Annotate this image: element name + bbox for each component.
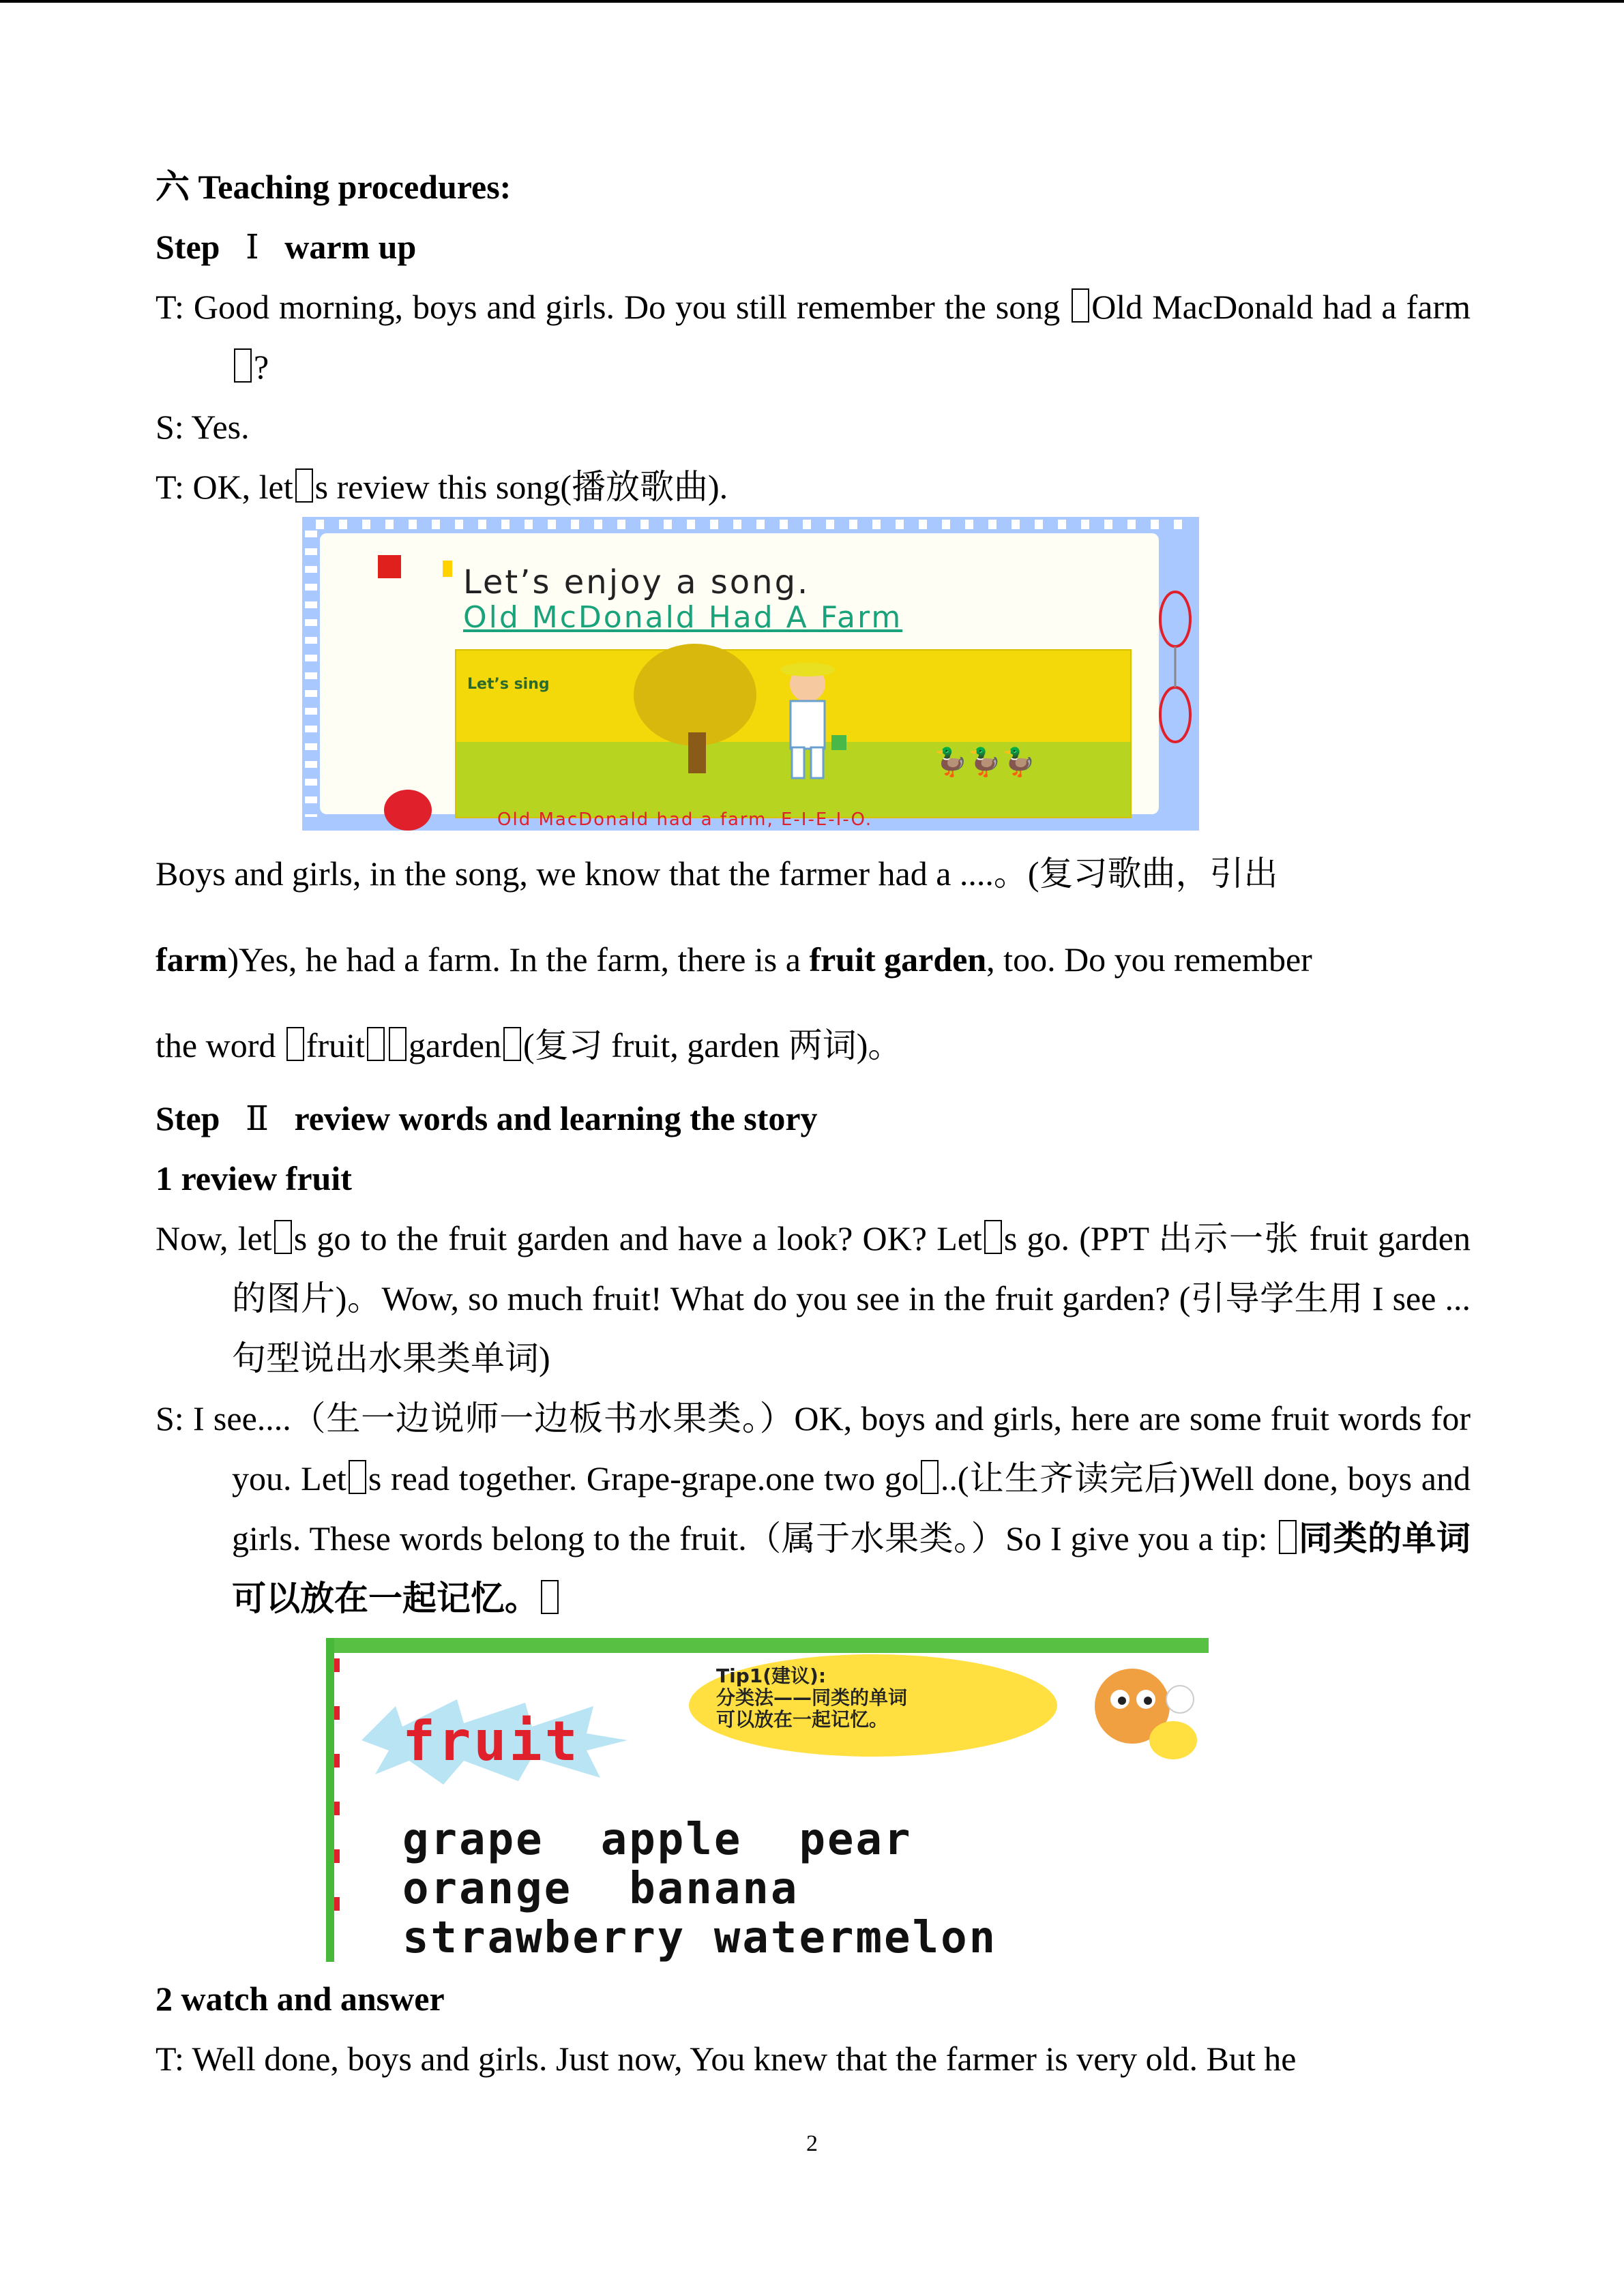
missing-glyph <box>274 1220 292 1254</box>
red-square-decoration <box>378 555 401 578</box>
tip-title: Tip1(建议): <box>716 1665 827 1687</box>
cartoon-bee-icon <box>1078 1658 1200 1774</box>
tip-line: 可以放在一起记忆。 <box>716 1708 889 1731</box>
paragraph-text: (复习 fruit, garden 两词)。 <box>522 1026 902 1064</box>
word-garden: garden <box>408 1026 501 1064</box>
dialog-text: T: Good morning, boys and girls. Do you still remember the song <box>156 288 1070 326</box>
lets-sing-badge: Let’s sing <box>467 676 550 693</box>
dialog-teacher-1 <box>156 277 1471 397</box>
paragraph-text: s go to the fruit garden and have a look? OK? Let <box>293 1219 982 1257</box>
step2-heading <box>156 1088 1471 1148</box>
category-fruit-label: fruit <box>402 1710 580 1773</box>
tip-text-block <box>716 1665 907 1731</box>
step1-numeral: Ⅰ <box>245 228 259 266</box>
farmer-icon <box>756 660 859 783</box>
step1-heading <box>156 217 1471 277</box>
missing-glyph <box>541 1580 559 1614</box>
paragraph-fruit-garden <box>156 1208 1471 1388</box>
fruit-words-slide-image <box>326 1638 1209 1962</box>
subheading-watch-answer: 2 watch and answer <box>156 1980 445 2018</box>
paragraph-text: s go. (PPT 出示一张 fruit garden 的图片)。Wow, so much fruit! What do you see in the fruit garden? (引导学生用 I see ...句型说出水果类单词) <box>232 1219 1471 1377</box>
step2-title: review words and learning the story <box>294 1099 818 1137</box>
paragraph-text: the word <box>156 1026 284 1064</box>
top-rule <box>0 0 1624 3</box>
tip-text: 同类的单词可以放在一起记忆。 <box>232 1519 1471 1617</box>
bold-word: farm <box>156 940 228 979</box>
step1-title: warm up <box>284 228 417 266</box>
subheading-review-fruit: 1 review fruit <box>156 1159 352 1197</box>
missing-glyph <box>389 1027 407 1061</box>
word-row: strawberry watermelon <box>402 1913 998 1962</box>
missing-glyph <box>349 1460 366 1494</box>
ducks-icon: 🦆🦆🦆 <box>934 747 1036 777</box>
song-slide-image <box>302 517 1199 831</box>
paragraph-farm-line3 <box>156 1002 1471 1088</box>
yellow-square-decoration <box>443 561 452 577</box>
paragraph-text: s read together. Grape-grape.one two go <box>368 1459 919 1497</box>
paragraph-text: , too. Do you remember <box>986 940 1312 979</box>
bold-word: fruit garden <box>809 940 987 979</box>
paragraph-farm-line2 <box>156 916 1471 1002</box>
fruit-word-list <box>402 1815 997 1962</box>
dialog-text: ? <box>254 348 269 386</box>
heart-decoration <box>384 790 432 831</box>
tree-icon <box>634 644 756 746</box>
step2-prefix: Step <box>156 1099 220 1137</box>
missing-glyph <box>1072 288 1089 323</box>
word-row: orange banana <box>402 1864 799 1914</box>
paragraph-text: Now, let <box>156 1219 272 1257</box>
missing-glyph <box>921 1460 939 1494</box>
dialog-text: T: OK, let <box>156 468 293 506</box>
dialog-text: s review this song(播放歌曲). <box>314 468 728 506</box>
tip-line: 分类法——同类的单词 <box>716 1686 908 1709</box>
slide-border-dots <box>305 531 317 817</box>
slide-panel <box>320 533 1159 830</box>
document-page <box>156 157 1471 2089</box>
farm-cartoon-scene <box>455 649 1132 830</box>
paragraph-watch: T: Well done, boys and girls. Just now, You knew that the farmer is very old. But he <box>156 2040 1297 2078</box>
section-heading: 六 Teaching procedures: <box>156 168 512 206</box>
page-number: 2 <box>806 2131 818 2156</box>
paragraph-text: S: I see....（生一边说师一边板书水果类。）OK, boys and girls, here are some fruit words for you. Let <box>156 1399 1471 1497</box>
word-fruit: fruit <box>306 1026 365 1064</box>
slide-song-title: Old McDonald Had A Farm <box>463 600 903 635</box>
paragraph-fruit-words <box>156 1388 1471 1628</box>
missing-glyph <box>234 348 252 383</box>
ribbon-ornament-icon <box>1155 578 1196 769</box>
step1-prefix: Step <box>156 228 220 266</box>
song-caption: Old MacDonald had a farm, E-I-E-I-O. <box>497 809 873 830</box>
step2-numeral: Ⅱ <box>245 1099 269 1137</box>
slide-top-band <box>334 1638 1209 1653</box>
missing-glyph <box>367 1027 385 1061</box>
dialog-student-1: S: Yes. <box>156 408 250 446</box>
paragraph-text: ..(让生齐读完后)Well done, boys and girls. These words belong to the fruit.（属于水果类。）So I give you a tip: <box>232 1459 1471 1557</box>
tree-trunk <box>688 732 706 773</box>
slide-red-dots <box>334 1658 340 1945</box>
word-row: grape apple pear <box>402 1815 913 1865</box>
song-name: Old MacDonald had a farm <box>1091 288 1471 326</box>
slide-title: Let’s enjoy a song. <box>463 563 810 601</box>
missing-glyph <box>984 1220 1002 1254</box>
missing-glyph <box>503 1027 521 1061</box>
dialog-teacher-2 <box>156 457 1471 517</box>
missing-glyph <box>295 468 313 503</box>
missing-glyph <box>1279 1520 1297 1554</box>
missing-glyph <box>286 1027 304 1061</box>
paragraph-farm-line1: Boys and girls, in the song, we know that the farmer had a ....。(复习歌曲，引出 <box>156 854 1278 893</box>
paragraph-text: )Yes, he had a farm. In the farm, there is a <box>227 940 810 979</box>
slide-border-dots <box>316 520 1189 529</box>
